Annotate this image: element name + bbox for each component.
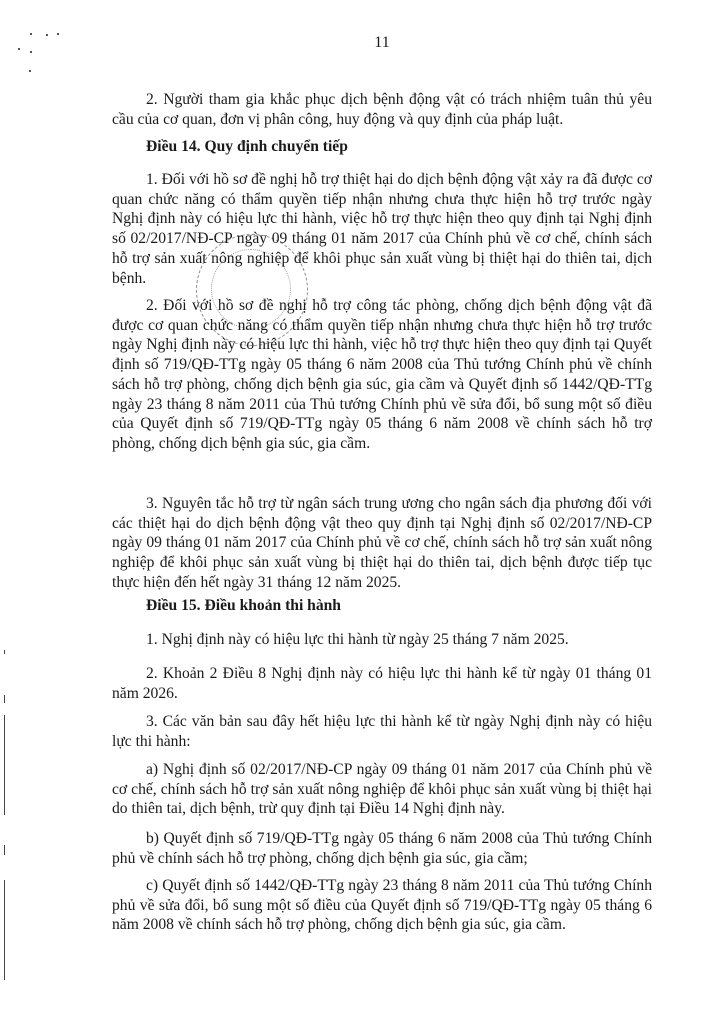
paragraph-14-2: 2. Đối với hồ sơ đề nghị hỗ trợ công tác phòng, chống dịch bệnh động vật đã được cơ quan chức năng có thẩm quyền tiếp nhận nhưng chưa thực hiện hỗ trợ trước ngày Nghị định này có hiệu lực thi hành, việc hỗ trợ thực hiện theo quy định tại Quyết định số 719/QĐ-TTg ngày 05 tháng 6 năm 2008 của Thủ tướng Chính phủ về chính sách hỗ trợ phòng, chống dịch bệnh gia súc, gia cầm và Quyết định số 1442/QĐ-TTg ngày 23 tháng 8 năm 2011 của Thủ tướng Chính phủ về sửa đổi, bổ sung một số điều của Quyết định số 719/QĐ-TTg ngày 05 tháng 6 năm 2008 về chính sách hỗ trợ phòng, chống dịch bệnh gia súc, gia cầm. <box>112 297 652 452</box>
paragraph-15-3b: b) Quyết định số 719/QĐ-TTg ngày 05 tháng 6 năm 2008 của Thủ tướng Chính phủ về chính sách hỗ trợ phòng, chống dịch bệnh gia súc, gia cầm; <box>112 830 652 867</box>
article-15-heading: Điều 15. Điều khoản thi hành <box>146 597 341 614</box>
scan-edge-mark <box>4 695 5 703</box>
page-number: 11 <box>374 34 390 51</box>
scan-edge-mark <box>4 715 5 815</box>
paragraph-13-2: 2. Người tham gia khắc phục dịch bệnh động vật có trách nhiệm tuân thủ yêu cầu của cơ quan, đơn vị phân công, huy động và quy định của pháp luật. <box>112 91 652 128</box>
scan-speck <box>57 33 59 35</box>
scan-speck <box>18 48 20 50</box>
paragraph-15-2: 2. Khoản 2 Điều 8 Nghị định này có hiệu lực thi hành kể từ ngày 01 tháng 01 năm 2026. <box>112 665 652 702</box>
scan-speck <box>30 51 32 53</box>
scan-speck <box>30 33 32 35</box>
paragraph-14-1: 1. Đối với hồ sơ đề nghị hỗ trợ thiệt hại do dịch bệnh động vật xảy ra đã được cơ quan chức năng có thẩm quyền tiếp nhận nhưng chưa thực hiện hỗ trợ trước ngày Nghị định này có hiệu lực thi hành, việc hỗ trợ thực hiện theo quy định tại Nghị định số 02/2017/NĐ-CP ngày 09 tháng 01 năm 2017 của Chính phủ về cơ chế, chính sách hỗ trợ sản xuất nông nghiệp để khôi phục sản xuất vùng bị thiệt hại do thiên tai, dịch bệnh. <box>112 171 652 287</box>
article-14-heading: Điều 14. Quy định chuyển tiếp <box>146 138 348 155</box>
paragraph-15-3a: a) Nghị định số 02/2017/NĐ-CP ngày 09 tháng 01 năm 2017 của Chính phủ về cơ chế, chính sách hỗ trợ sản xuất nông nghiệp để khôi phục sản xuất vùng bị thiệt hại do thiên tai, dịch bệnh, trừ quy định tại Điều 14 Nghị định này. <box>112 761 652 818</box>
paragraph-15-3: 3. Các văn bản sau đây hết hiệu lực thi hành kể từ ngày Nghị định này có hiệu lực thi hành: <box>112 713 652 750</box>
paragraph-14-3: 3. Nguyên tắc hỗ trợ từ ngân sách trung ương cho ngân sách địa phương đối với các thiệt hại do dịch bệnh động vật theo quy định tại Nghị định số 02/2017/NĐ-CP ngày 09 tháng 01 năm 2017 của Chính phủ về cơ chế, chính sách hỗ trợ sản xuất nông nghiệp để khôi phục sản xuất vùng bị thiệt hại do thiên tai, dịch bệnh được tiếp tục thực hiện đến hết ngày 31 tháng 12 năm 2025. <box>112 495 652 591</box>
paragraph-15-1: 1. Nghị định này có hiệu lực thi hành từ ngày 25 tháng 7 năm 2025. <box>146 631 569 648</box>
scan-edge-mark <box>4 880 5 980</box>
scan-speck <box>46 34 48 36</box>
scan-speck <box>29 70 31 72</box>
paragraph-15-3c: c) Quyết định số 1442/QĐ-TTg ngày 23 tháng 8 năm 2011 của Thủ tướng Chính phủ về sửa đổi, bổ sung một số điều của Quyết định số 719/QĐ-TTg ngày 05 tháng 6 năm 2008 về chính sách hỗ trợ phòng, chống dịch bệnh gia súc, gia cầm. <box>112 877 652 934</box>
scan-edge-mark <box>4 650 5 654</box>
scan-edge-mark <box>4 845 5 855</box>
